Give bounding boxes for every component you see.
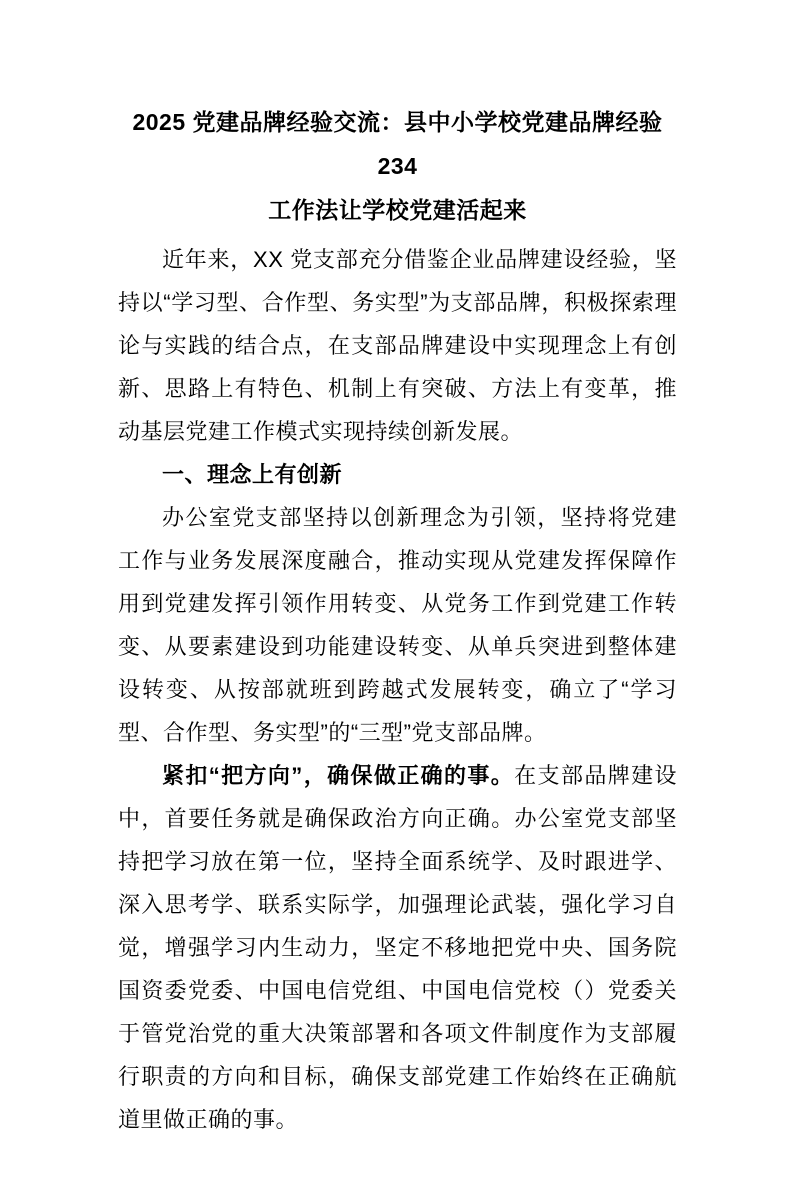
section-heading-1: 一、理念上有创新 <box>162 462 343 487</box>
paragraph-grasp-direction <box>118 754 677 1141</box>
paragraph-grasp-direction-lead: 紧扣“把方向”，确保做正确的事。 <box>162 763 515 788</box>
document-title-line-1: 2025 党建品牌经验交流：县中小学校党建品牌经验 234 <box>132 109 663 179</box>
document-title-line-2: 工作法让学校党建活起来 <box>268 197 527 223</box>
paragraph-grasp-direction-body: 在支部品牌建设中，首要任务就是确保政治方向正确。办公室党支部坚持把学习放在第一位，坚持全面系统学、及时跟进学、深入思考学、联系实际学，加强理论武装，强化学习自觉，增强学习内生动力，坚定不移地把党中央、国务院国资委党委、中国电信党组、中国电信党校（）党委关于管党治党的重大决策部署和各项文件制度作为支部履行职责的方向和目标，确保支部党建工作始终在正确航道里做正确的事。 <box>118 763 677 1132</box>
paragraph-introduction: 近年来，XX 党支部充分借鉴企业品牌建设经验，坚持以“学习型、合作型、务实型”为支部品牌，积极探索理论与实践的结合点，在支部品牌建设中实现理念上有创新、思路上有特色、机制上有突破、方法上有变革，推动基层党建工作模式实现持续创新发展。 <box>118 247 677 444</box>
document-title <box>118 100 677 232</box>
paragraph-section-1-body: 办公室党支部坚持以创新理念为引领，坚持将党建工作与业务发展深度融合，推动实现从党建发挥保障作用到党建发挥引领作用转变、从党务工作到党建工作转变、从要素建设到功能建设转变、从单兵突进到整体建设转变、从按部就班到跨越式发展转变，确立了“学习型、合作型、务实型”的“三型”党支部品牌。 <box>118 505 677 745</box>
